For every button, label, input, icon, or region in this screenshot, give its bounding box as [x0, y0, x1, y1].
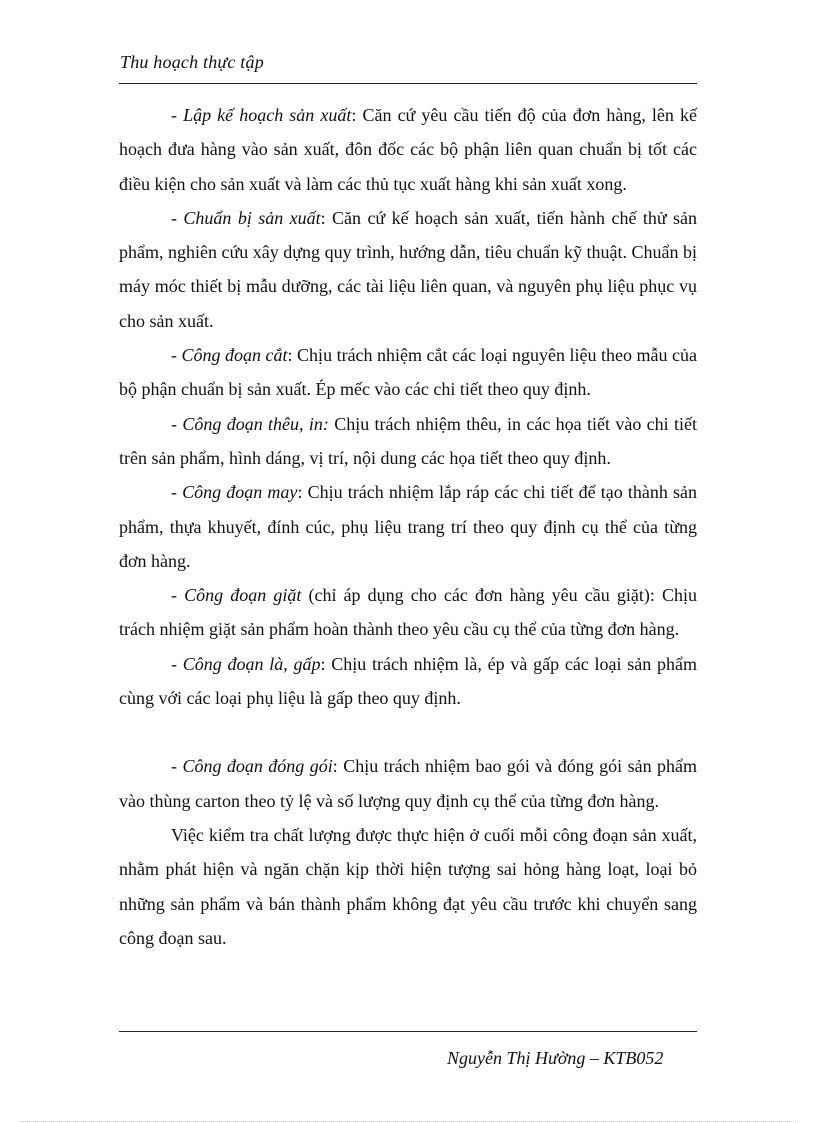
- term-separator: :: [320, 653, 326, 674]
- term-separator: :: [332, 756, 338, 777]
- paragraph-production-planning: [119, 98, 697, 201]
- bullet-dash: -: [171, 585, 185, 606]
- paragraph-text: Chịu trách nhiệm thêu, in các họa tiết vào chi tiết trên sản phẩm, hình dáng, vị trí, nội dung các họa tiết theo quy định.: [119, 413, 697, 468]
- paragraph-embroidery-printing-stage: [119, 407, 697, 476]
- term-label: Công đoạn đóng gói: [182, 756, 333, 777]
- paragraph-text: Chịu trách nhiệm lắp ráp các chi tiết để tạo thành sản phẩm, thựa khuyết, đính cúc, phụ liệu trang trí theo quy định cụ thể của từng đơn hàng.: [119, 482, 697, 571]
- term-label: Công đoạn may: [182, 482, 298, 503]
- paragraph-text: Chịu trách nhiệm là, ép và gấp các loại sản phẩm cùng với các loại phụ liệu là gấp theo quy định.: [119, 653, 697, 709]
- bullet-dash: -: [171, 756, 183, 777]
- paragraph-text: Chịu trách nhiệm cắt các loại nguyên liệu theo mẫu của bộ phận chuẩn bị sản xuất. Ép mếc vào các chi tiết theo quy định.: [119, 345, 697, 400]
- term-separator: :: [287, 345, 293, 366]
- bullet-dash: -: [171, 345, 182, 366]
- paragraph-sewing-stage: [119, 475, 697, 578]
- term-separator: :: [297, 482, 303, 503]
- footer-author: Nguyễn Thị Hường – KTB052: [447, 1048, 664, 1068]
- paragraph-washing-stage: [119, 578, 697, 647]
- header-rule: [119, 83, 697, 84]
- paragraph-ironing-folding-stage: [119, 647, 697, 716]
- term-label: Lập kế hoạch sản xuất: [183, 105, 352, 125]
- bullet-dash: -: [171, 653, 183, 674]
- bullet-dash: -: [171, 105, 184, 125]
- term-label: Chuẩn bị sản xuất: [183, 207, 321, 228]
- paragraph-text: Chịu trách nhiệm bao gói và đóng gói sản phẩm vào thùng carton theo tỷ lệ và số lượng quy định cụ thể của từng đơn hàng.: [119, 756, 698, 811]
- bullet-dash: -: [171, 413, 183, 434]
- term-label: Công đoạn cắt: [181, 345, 288, 366]
- page-header-title: Thu hoạch thực tập: [120, 52, 264, 72]
- paragraph-text: Căn cứ kế hoạch sản xuất, tiến hành chế thử sản phẩm, nghiên cứu xây dựng quy trình, hướng dẫn, tiêu chuẩn kỹ thuật. Chuẩn bị máy móc thiết bị mẫu dưỡng, các tài liệu liên quan, và nguyên phụ liệu phục vụ cho sản xuất.: [119, 207, 697, 331]
- paragraph-quality-control: Việc kiểm tra chất lượng được thực hiện ở cuối mỗi công đoạn sản xuất, nhằm phát hiện và ngăn chặn kịp thời hiện tượng sai hỏng hàng loạt, loại bỏ những sản phẩm và bán thành phẩm không đạt yêu cầu trước khi chuyển sang công đoạn sau.: [119, 824, 697, 948]
- paragraph-text: (chỉ áp dụng cho các đơn hàng yêu cầu giặt): Chịu trách nhiệm giặt sản phẩm hoàn thành theo yêu cầu cụ thể của từng đơn hàng.: [119, 585, 697, 640]
- footer-rule: [119, 1031, 697, 1032]
- term-label: Công đoạn là, gấp: [182, 653, 321, 674]
- term-label: Công đoạn giặt: [184, 585, 302, 606]
- page-edge-divider: [20, 1121, 796, 1122]
- bullet-dash: -: [171, 207, 184, 228]
- paragraph-cutting-stage: [119, 338, 697, 407]
- term-label: Công đoạn thêu, in:: [182, 413, 329, 434]
- document-body: [119, 98, 697, 955]
- paragraph-text: Căn cứ yêu cầu tiến độ của đơn hàng, lên kế hoạch đưa hàng vào sản xuất, đôn đốc các bộ phận liên quan chuẩn bị tốt các điều kiện cho sản xuất và làm các thủ tục xuất hàng khi sản xuất xong.: [119, 105, 697, 194]
- term-separator: :: [320, 207, 326, 228]
- bullet-dash: -: [171, 482, 183, 503]
- paragraph-packaging-stage: [119, 749, 697, 818]
- paragraph-production-preparation: [119, 201, 697, 338]
- term-separator: :: [351, 105, 357, 125]
